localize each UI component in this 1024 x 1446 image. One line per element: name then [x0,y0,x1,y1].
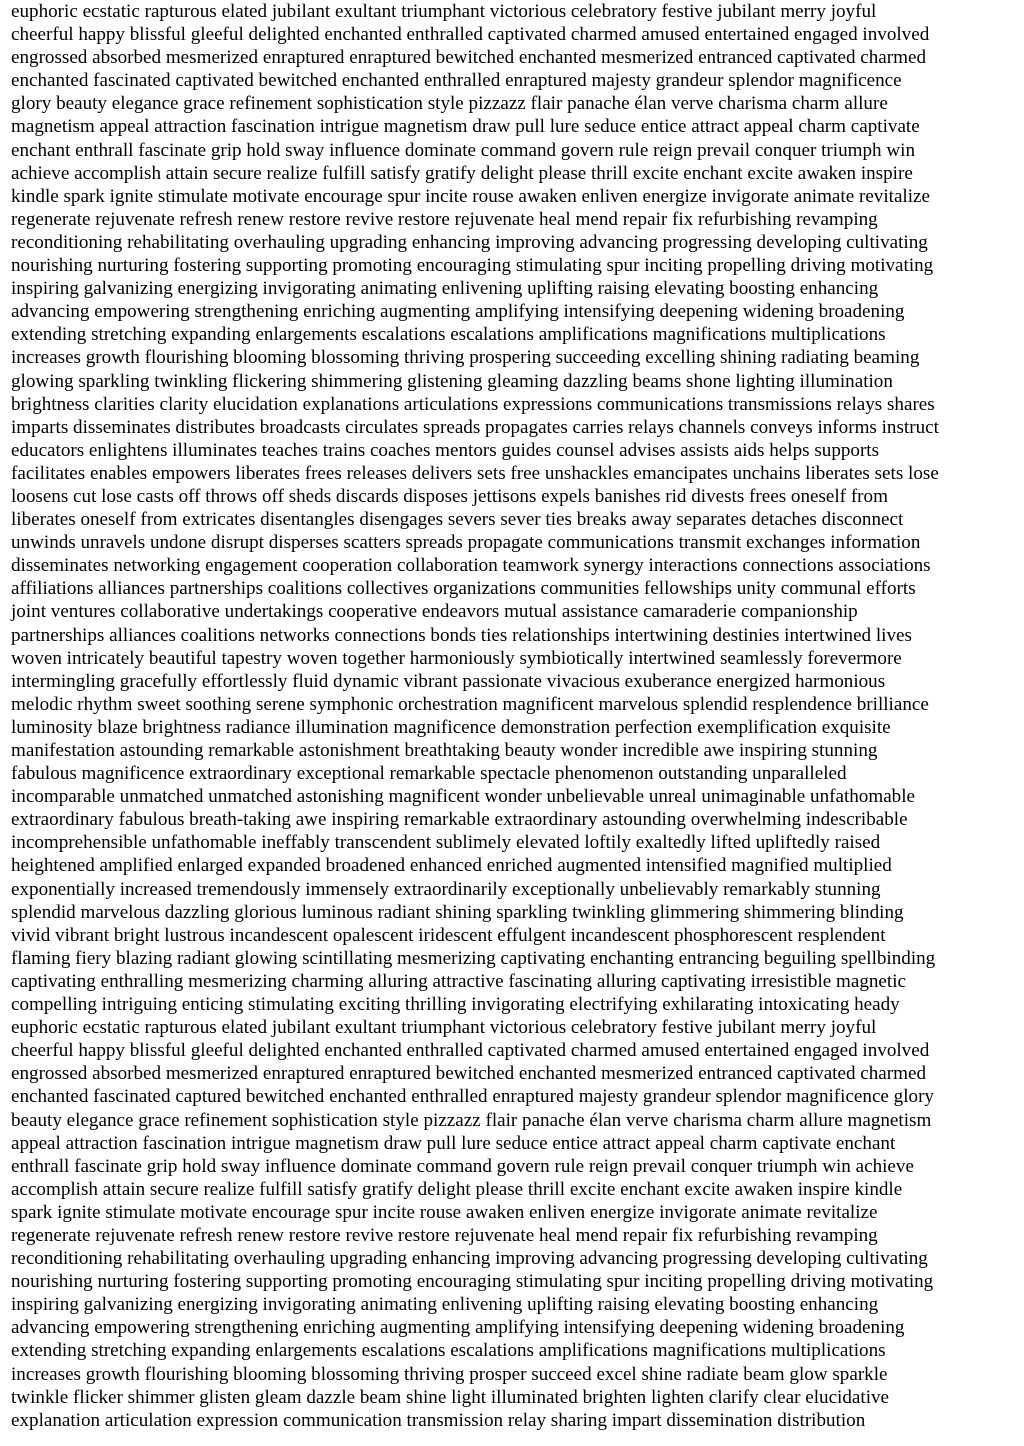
text-line: captivating enthralling mesmerizing charming alluring attractive fascinating alluring captivating irresistible magnetic [11,970,906,992]
text-line: imparts disseminates distributes broadcasts circulates spreads propagates carries relays channels conveys informs instruct [11,416,939,438]
text-line: disseminates networking engagement cooperation collaboration teamwork synergy interactions connections associations [11,555,931,577]
text-line: cheerful happy blissful gleeful delighted enchanted enthralled captivated charmed amused entertained engaged involved [11,24,930,46]
text-line: beauty elegance grace refinement sophistication style pizzazz flair panache élan verve charisma charm allure magnetism [11,1109,932,1131]
text-line: splendid marvelous dazzling glorious luminous radiant shining sparkling twinkling glimmering shimmering blinding [11,901,904,923]
text-line: fabulous magnificence extraordinary exceptional remarkable spectacle phenomenon outstanding unparalleled [11,763,847,785]
text-line: explanation articulation expression communication transmission relay sharing impart dissemination distribution [11,1409,866,1431]
text-line: liberates oneself from extricates disentangles disengages severs sever ties breaks away separates detaches disconnect [11,509,904,531]
text-line: affiliations alliances partnerships coalitions collectives organizations communities fellowships unity communal efforts [11,578,916,600]
text-line: enthrall fascinate grip hold sway influence dominate command govern rule reign prevail conquer triumph win achieve [11,1155,914,1177]
text-line: heightened amplified enlarged expanded broadened enhanced enriched augmented intensified magnified multiplied [11,855,892,877]
text-line: joint ventures collaborative undertakings cooperative endeavors mutual assistance camaraderie companionship [11,601,858,623]
text-line: intermingling gracefully effortlessly fluid dynamic vibrant passionate vivacious exuberance energized harmonious [11,670,886,692]
text-line: euphoric ecstatic rapturous elated jubilant exultant triumphant victorious celebratory festive jubilant merry joyful [11,1,877,22]
text-line: vivid vibrant bright lustrous incandescent opalescent iridescent effulgent incandescent phosphorescent resplendent [11,924,886,946]
text-line: cheerful happy blissful gleeful delighted enchanted enthralled captivated charmed amused entertained engaged involved [11,1040,930,1062]
text-line: exponentially increased tremendously immensely extraordinarily exceptionally unbelievably remarkably stunning [11,878,881,900]
text-line: luminosity blaze brightness radiance illumination magnificence demonstration perfection exemplification exquisite [11,716,891,738]
text-line: inspiring galvanizing energizing invigorating animating enlivening uplifting raising elevating boosting enhancing [11,1294,879,1316]
text-line: inspiring galvanizing energizing invigorating animating enlivening uplifting raising elevating boosting enhancing [11,278,879,300]
text-line: enchanted fascinated captured bewitched enchanted enthralled enraptured majesty grandeur splendor magnificence glory [11,1086,934,1108]
text-line: incomparable unmatched unmatched astonishing magnificent wonder unbelievable unreal unimaginable unfathomable [11,786,915,808]
text-line: accomplish attain secure realize fulfill satisfy gratify delight please thrill excite enchant excite awaken inspire kindle [11,1178,903,1200]
text-line: advancing empowering strengthening enriching augmenting amplifying intensifying deepening widening broadening [11,1317,905,1339]
text-line: twinkle flicker shimmer glisten gleam dazzle beam shine light illuminated brighten lighten clarify clear elucidative [11,1386,890,1408]
text-line: flaming fiery blazing radiant glowing scintillating mesmerizing captivating enchanting entrancing beguiling spellbinding [11,947,936,969]
text-line: appeal attraction fascination intrigue magnetism draw pull lure seduce entice attract appeal charm captivate enchant [11,1132,896,1154]
text-line: partnerships alliances coalitions networks connections bonds ties relationships intertwining destinies intertwined lives [11,624,912,646]
text-line: brightness clarities clarity elucidation explanations articulations expressions communications transmissions relays shares [11,393,935,415]
text-line: compelling intriguing enticing stimulating exciting thrilling invigorating electrifying exhilarating intoxicating heady [11,994,900,1016]
text-line: regenerate rejuvenate refresh renew restore revive restore rejuvenate heal mend repair fix refurbishing revamping [11,208,878,230]
text-line: enchanted fascinated captivated bewitched enchanted enthralled enraptured majesty grandeur splendor magnificence [11,70,902,92]
text-line: euphoric ecstatic rapturous elated jubilant exultant triumphant victorious celebratory festive jubilant merry joyful [11,1017,877,1039]
text-line: nourishing nurturing fostering supporting promoting encouraging stimulating spur inciting propelling driving motivating [11,255,934,277]
text-line: manifestation astounding remarkable astonishment breathtaking beauty wonder incredible awe inspiring stunning [11,740,878,761]
text-line: increases growth flourishing blooming blossoming thriving prospering succeeding excelling shining radiating beaming [11,347,920,369]
text-line: extending stretching expanding enlargements escalations escalations amplifications magnifications multiplications [11,1340,886,1362]
text-line: unwinds unravels undone disrupt disperses scatters spreads propagate communications transmit exchanges information [11,532,921,554]
text-line: kindle spark ignite stimulate motivate encourage spur incite rouse awaken enliven energize invigorate animate revitalize [11,185,930,207]
text-line: extending stretching expanding enlargements escalations escalations amplifications magnifications multiplications [11,324,886,346]
text-line: regenerate rejuvenate refresh renew restore revive restore rejuvenate heal mend repair fix refurbishing revamping [11,1224,878,1246]
text-line: extraordinary fabulous breath-taking awe inspiring remarkable extraordinary astounding overwhelming indescribable [11,809,908,831]
text-line: spark ignite stimulate motivate encourage spur incite rouse awaken enliven energize invigorate animate revitalize [11,1201,878,1223]
text-line: magnetism appeal attraction fascination intrigue magnetism draw pull lure seduce entice attract appeal charm captivate [11,116,920,138]
text-line: glowing sparkling twinkling flickering shimmering glistening gleaming dazzling beams shone lighting illumination [11,370,893,392]
text-line: glory beauty elegance grace refinement sophistication style pizzazz flair panache élan verve charisma charm allure [11,93,888,115]
text-line: melodic rhythm sweet soothing serene symphonic orchestration magnificent marvelous splendid resplendence brilliance [11,693,929,715]
text-line: educators enlightens illuminates teaches trains coaches mentors guides counsel advises assists aids helps supports [11,439,880,461]
text-line: incomprehensible unfathomable ineffably transcendent sublimely elevated loftily exaltedly lifted upliftedly raised [11,832,881,854]
text-line: achieve accomplish attain secure realize fulfill satisfy gratify delight please thrill excite enchant excite awaken inspire [11,162,913,184]
text-line: loosens cut lose casts off throws off sheds discards disposes jettisons expels banishes rid divests frees oneself from [11,485,888,507]
text-line: woven intricately beautiful tapestry woven together harmoniously symbiotically intertwined seamlessly forevermore [11,647,902,669]
text-line: increases growth flourishing blooming blossoming thriving prosper succeed excel shine radiate beam glow sparkle [11,1363,888,1385]
body-text [11,0,1021,1432]
text-line: reconditioning rehabilitating overhauling upgrading enhancing improving advancing progressing developing cultivating [11,231,928,253]
text-line: engrossed absorbed mesmerized enraptured enraptured bewitched enchanted mesmerized entranced captivated charmed [11,1063,927,1085]
text-line: engrossed absorbed mesmerized enraptured enraptured bewitched enchanted mesmerized entranced captivated charmed [11,47,927,69]
text-line: facilitates enables empowers liberates frees releases delivers sets free unshackles emancipates unchains liberates sets lose [11,462,939,484]
text-line: nourishing nurturing fostering supporting promoting encouraging stimulating spur inciting propelling driving motivating [11,1271,934,1293]
text-line: advancing empowering strengthening enriching augmenting amplifying intensifying deepening widening broadening [11,301,905,323]
text-line: enchant enthrall fascinate grip hold sway influence dominate command govern rule reign prevail conquer triumph win [11,139,915,161]
text-line: reconditioning rehabilitating overhauling upgrading enhancing improving advancing progressing developing cultivating [11,1248,928,1270]
